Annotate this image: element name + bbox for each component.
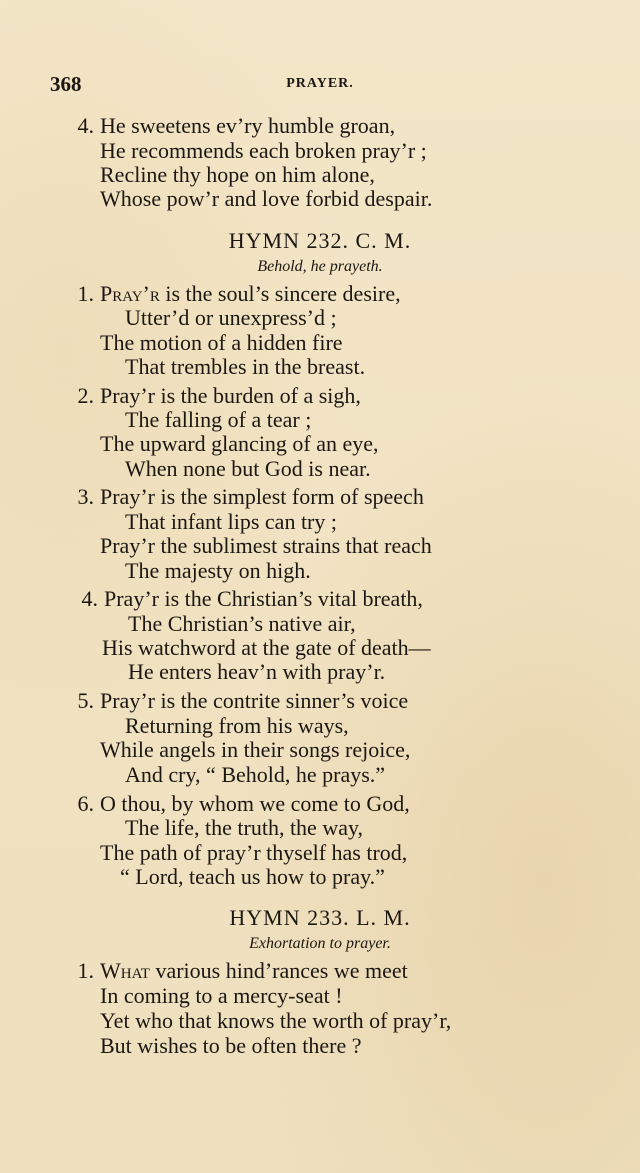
- continuation-line-4: Whose pow’r and love forbid despair.: [100, 186, 433, 211]
- hymn-232-stanza-5-line-4: And cry, “ Behold, he prays.”: [125, 762, 386, 787]
- hymn-232-subtitle: Behold, he prayeth.: [257, 258, 383, 275]
- stanza-number: 6.: [77, 791, 94, 816]
- hymn-232-stanza-3-line-4: The majesty on high.: [125, 558, 311, 583]
- hymn-232-stanza-3-line-1: 3. Pray’r is the simplest form of speech: [77, 484, 424, 509]
- hymn-232-stanza-1-line-1: 1. Pray’r is the soul’s sincere desire,: [77, 281, 401, 306]
- continuation-line-2: He recommends each broken pray’r ;: [100, 138, 427, 163]
- hymn-233-title: HYMN 233. L. M.: [229, 905, 411, 930]
- stanza-number: 1.: [77, 281, 94, 306]
- hymn-232-stanza-6-line-1: 6. O thou, by whom we come to God,: [77, 791, 410, 816]
- hymn-232-stanza-3-line-2: That infant lips can try ;: [125, 509, 337, 534]
- hymn-232-stanza-5-line-3: While angels in their songs rejoice,: [100, 737, 411, 762]
- hymn-233-subtitle: Exhortation to prayer.: [249, 935, 391, 952]
- hymn-232-stanza-2-line-1: 2. Pray’r is the burden of a sigh,: [77, 383, 361, 408]
- hymn-232-title: HYMN 232. C. M.: [228, 228, 412, 253]
- continuation-line-3: Recline thy hope on him alone,: [100, 162, 375, 187]
- hymn-233-stanza-1-line-4: But wishes to be often there ?: [100, 1033, 362, 1058]
- hymn-232-stanza-6-line-3: The path of pray’r thyself has trod,: [100, 840, 408, 865]
- hymn-232-stanza-4-line-1: 4. Pray’r is the Christian’s vital breath,: [81, 586, 423, 611]
- hymn-232-stanza-5-line-2: Returning from his ways,: [125, 713, 349, 738]
- stanza-number: 4.: [81, 586, 98, 611]
- hymn-232-stanza-4-line-3: His watchword at the gate of death—: [102, 635, 431, 660]
- hymn-232-stanza-2-line-4: When none but God is near.: [125, 456, 371, 481]
- stanza-number: 3.: [77, 484, 94, 509]
- hymn-232-stanza-6-line-2: The life, the truth, the way,: [125, 815, 364, 840]
- running-title: PRAYER.: [286, 76, 354, 91]
- page-header: [50, 72, 590, 98]
- hymn-232-stanza-3-line-3: Pray’r the sublimest strains that reach: [100, 533, 432, 558]
- stanza-number: 5.: [77, 688, 94, 713]
- hymn-233-stanza-1-line-2: In coming to a mercy-seat !: [100, 983, 343, 1008]
- hymn-232-stanza-2-line-3: The upward glancing of an eye,: [100, 431, 379, 456]
- hymn-232-stanza-1-line-4: That trembles in the breast.: [125, 354, 366, 379]
- hymn-232-stanza-4-line-2: The Christian’s native air,: [128, 611, 356, 636]
- hymn-232-stanza-1-line-2: Utter’d or unexpress’d ;: [125, 305, 337, 330]
- hymn-233-stanza-1-line-3: Yet who that knows the worth of pray’r,: [100, 1008, 452, 1033]
- hymn-232-stanza-5-line-1: 5. Pray’r is the contrite sinner’s voice: [77, 688, 409, 713]
- page-number: 368: [50, 72, 82, 96]
- hymn-232-stanza-4-line-4: He enters heav’n with pray’r.: [128, 659, 386, 684]
- stanza-number: 4.: [77, 113, 94, 138]
- stanza-number: 1.: [77, 958, 94, 983]
- hymn-232-stanza-6-line-4: “ Lord, teach us how to pray.”: [120, 864, 385, 889]
- hymn-232-stanza-1-line-3: The motion of a hidden fire: [100, 330, 343, 355]
- stanza-number: 2.: [77, 383, 94, 408]
- hymn-232-stanza-2-line-2: The falling of a tear ;: [125, 407, 312, 432]
- continuation-line-1: 4. He sweetens ev’ry humble groan,: [77, 113, 396, 138]
- hymn-233-stanza-1-line-1: 1. What various hind’rances we meet: [77, 958, 408, 983]
